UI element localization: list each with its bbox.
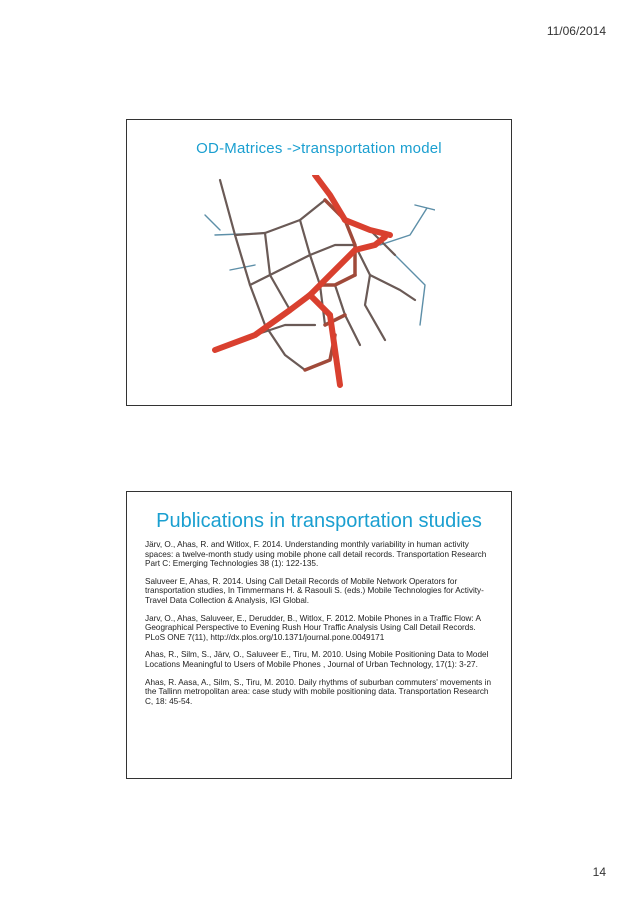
publication-entry: Järv, O., Ahas, R. and Witlox, F. 2014. Understanding monthly variability in human activity spaces: a twelve-month study using mobile phone call detail records. Transportation Research Part C: Emerging Technologies 38 (1): 122-135. xyxy=(145,540,487,569)
page-date: 11/06/2014 xyxy=(546,24,606,38)
slide-title: OD-Matrices ->transportation model xyxy=(196,140,442,157)
publication-list xyxy=(145,540,493,706)
publication-entry: Jarv, O., Ahas, Saluveer, E., Derudder, B., Witlox, F. 2012. Mobile Phones in a Traffic Flow: A Geographical Perspective to Evening Rush Hour Traffic Analysis Using Call Detail Records. PLoS ONE 7(11), http://dx.plos.org/10.1371/journal.pone.0049171 xyxy=(145,613,481,642)
publication-entry: Ahas, R., Silm, S., Järv, O., Saluveer E., Tiru, M. 2010. Using Mobile Positioning Data to Model Locations Meaningful to Users of Mobile Phones , Journal of Urban Technology, 17(1): 3-27. xyxy=(145,650,489,669)
slide-publications xyxy=(126,491,512,779)
slide-od-matrices xyxy=(126,119,512,406)
slide-title: Publications in transportation studies xyxy=(156,510,482,532)
publication-entry: Ahas, R. Aasa, A., Silm, S., Tiru, M. 2010. Daily rhythms of suburban commuters' movements in the Tallinn metropolitan area: case study with mobile positioning data. Transportation Research C, 18: 45-54. xyxy=(145,677,492,706)
publication-entry: Saluveer E, Ahas, R. 2014. Using Call Detail Records of Mobile Network Operators for transportation studies, In Timmermans H. & Rasouli S. (eds.) Mobile Technologies for Activity-Travel Data Collection & Analysis, IGI Global. xyxy=(145,576,484,605)
page-number: 14 xyxy=(592,865,606,879)
transportation-network-map xyxy=(195,175,435,395)
